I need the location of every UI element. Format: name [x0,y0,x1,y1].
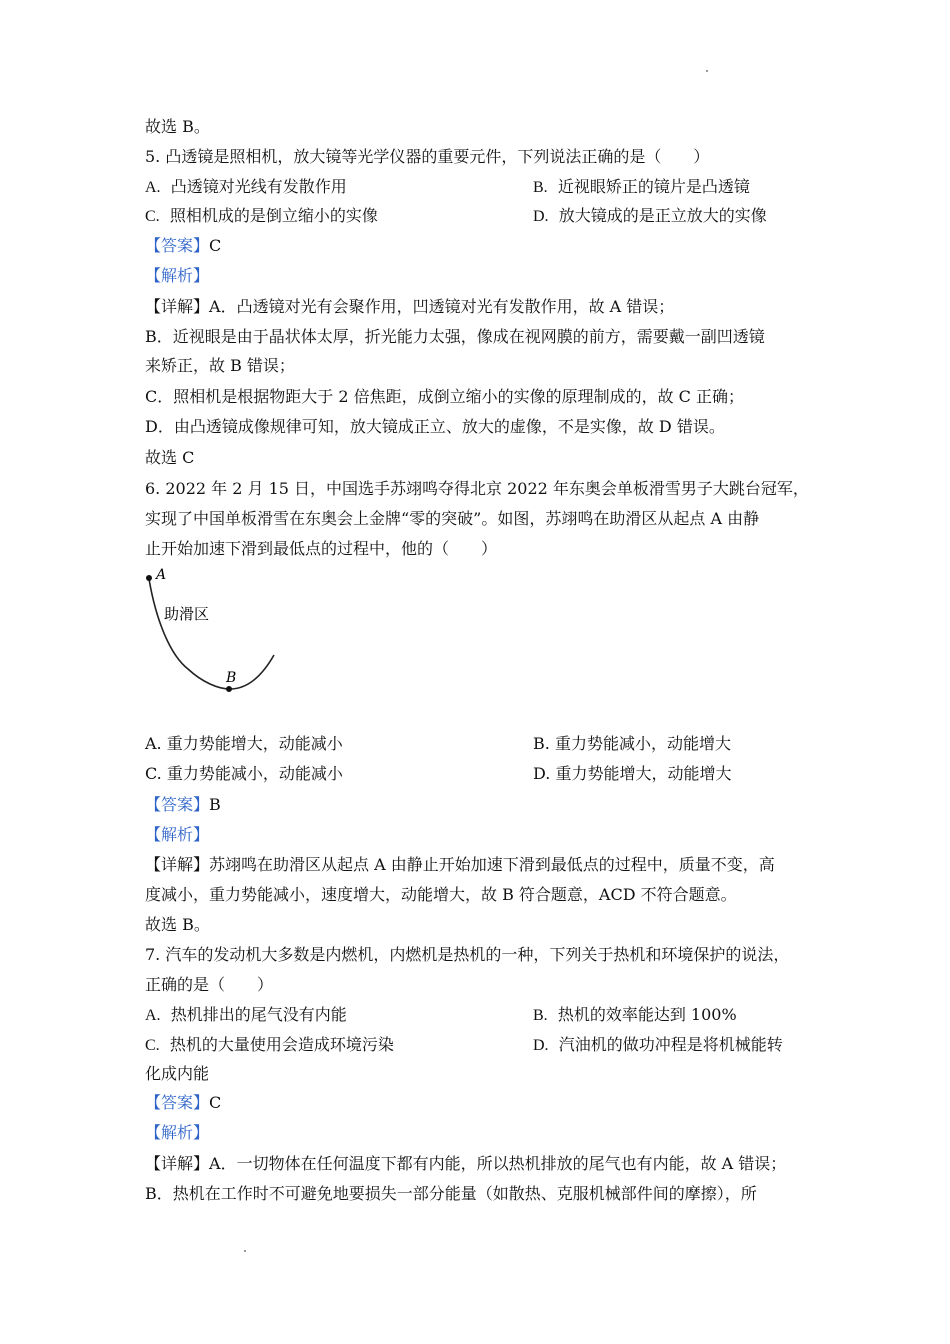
point-b-label: B [226,670,237,686]
q7-option-c: C. 热机的大量使用会造成环境污染 [145,1035,394,1054]
q6-option-b: B. 重力势能减小，动能增大 [533,734,731,753]
q7-stem-2: 正确的是（ ） [145,975,274,994]
q7-detail-1: 【详解】A．一切物体在任何温度下都有内能，所以热机排放的尾气也有内能，故 A 错误； [145,1154,787,1173]
q5-option-d: D. 放大镜成的是正立放大的实像 [533,206,767,225]
ski-slope-figure [140,565,290,700]
q5-detail-4: C．照相机是根据物距大于 2 倍焦距，成倒立缩小的实像的原理制成的，故 C 正确； [145,387,745,406]
q5-stem: 5. 凸透镜是照相机，放大镜等光学仪器的重要元件，下列说法正确的是（ ） [145,147,710,166]
slope-curve [149,579,274,689]
q5-detail-5: D．由凸透镜成像规律可知，放大镜成正立、放大的虚像，不是实像，故 D 错误。 [145,417,725,436]
q5-answer: 【答案】C [145,236,222,255]
q5-detail-3: 来矫正，故 B 错误； [145,356,295,375]
q6-option-d: D. 重力势能增大，动能增大 [533,764,732,783]
q5-option-c: C. 照相机成的是倒立缩小的实像 [145,206,378,225]
point-a-label: A [156,567,167,583]
q5-option-b: B. 近视眼矫正的镜片是凸透镜 [533,177,750,196]
q7-stem-1: 7. 汽车的发动机大多数是内燃机，内燃机是热机的一种，下列关于热机和环境保护的说法， [145,945,790,964]
q6-detail-1: 【详解】苏翊鸣在助滑区从起点 A 由静止开始加速下滑到最低点的过程中，质量不变，高 [145,855,775,874]
page-mark-bottom [244,1250,246,1252]
q6-option-a: A. 重力势能增大，动能减小 [145,734,343,753]
q6-stem-3: 止开始加速下滑到最低点的过程中，他的（ ） [145,539,498,558]
point-b-dot [226,686,232,692]
q7-answer: 【答案】C [145,1093,222,1112]
q6-detail-2: 度减小，重力势能减小，速度增大，动能增大，故 B 符合题意，ACD 不符合题意。 [145,885,737,904]
q5-conclusion: 故选 C [145,448,195,467]
q5-detail-1: 【详解】A．凸透镜对光有会聚作用，凹透镜对光有发散作用，故 A 错误； [145,297,675,316]
q6-conclusion: 故选 B。 [145,915,210,934]
q5-option-a: A. 凸透镜对光线有发散作用 [145,177,347,196]
q7-option-d-continued: 化成内能 [145,1064,210,1083]
q7-analysis-tag: 【解析】 [145,1123,210,1142]
q7-option-a: A. 热机排出的尾气没有内能 [145,1005,347,1024]
q7-option-d: D. 汽油机的做功冲程是将机械能转 [533,1035,783,1054]
q5-analysis-tag: 【解析】 [145,266,210,285]
q6-option-c: C. 重力势能减小，动能减小 [145,764,343,783]
page-mark-top [706,70,708,72]
region-label: 助滑区 [164,605,210,623]
q6-answer: 【答案】B [145,795,221,814]
q7-detail-2: B．热机在工作时不可避免地要损失一部分能量（如散热、克服机械部件间的摩擦），所 [145,1184,757,1203]
q6-stem-2: 实现了中国单板滑雪在东奥会上金牌“零的突破”。如图，苏翊鸣在助滑区从起点 A 由静 [145,509,760,528]
q5-detail-2: B．近视眼是由于晶状体太厚，折光能力太强，像成在视网膜的前方，需要戴一副凹透镜 [145,327,765,346]
q6-stem-1: 6. 2022 年 2 月 15 日，中国选手苏翊鸣夺得北京 2022 年东奥会单板滑雪男子大跳台冠军， [145,479,809,498]
q7-option-b: B. 热机的效率能达到 100% [533,1005,737,1024]
point-a-dot [146,575,152,581]
q4-conclusion: 故选 B。 [145,117,210,136]
q6-analysis-tag: 【解析】 [145,825,210,844]
